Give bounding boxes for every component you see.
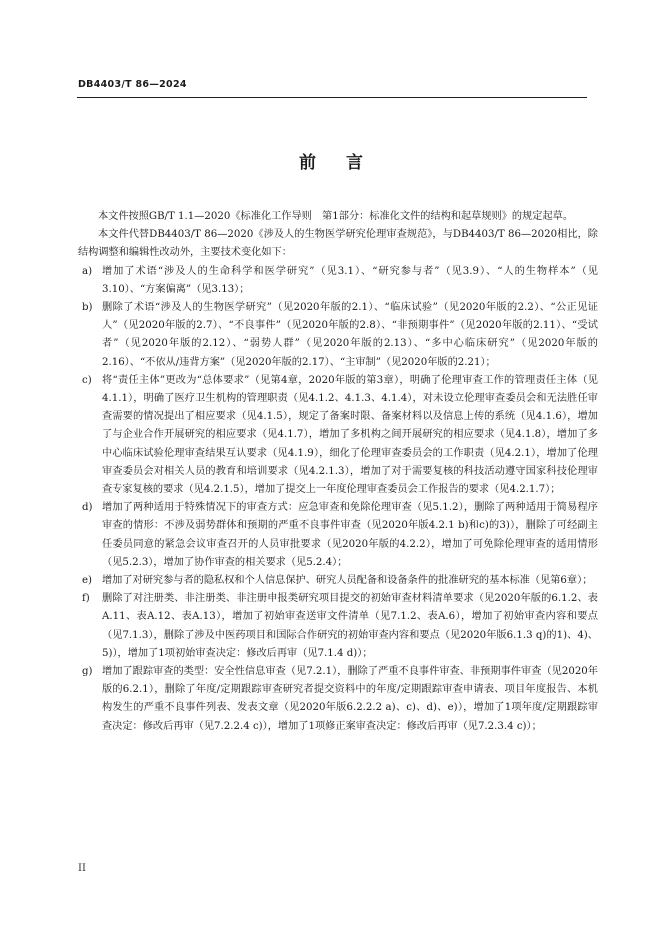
list-marker: c) (82, 374, 92, 386)
header-rule (77, 97, 587, 98)
list-marker: a) (82, 265, 93, 277)
list-marker: e) (82, 575, 93, 587)
change-item-a (78, 263, 598, 299)
list-item-text: 增加了两种适用于特殊情况下的审查方式：应急审查和免除伦理审查（见5.1.2），删除了两种适用于简易程序审查的情形：不涉及弱势群体和预期的严重不良事件审查（见2020年版4.2.1 b)和c)的3)），删除了可经副主任委员同意的紧急会议审查召开的人员审批要求（见2020年版的4.2.2），增加了可免除伦理审查的适用情形（见5.2.3），增加了协作审查的相关要求（见5.2.4）； (102, 502, 598, 568)
page-title: 前言 (299, 153, 393, 173)
change-item-e (78, 572, 598, 590)
page-number: II (78, 863, 86, 874)
list-marker: g) (82, 666, 93, 678)
list-marker: f) (82, 593, 90, 605)
change-item-f (78, 590, 598, 663)
list-marker: b) (82, 302, 93, 314)
document-code: DB4403/T 86—2024 (78, 79, 187, 90)
list-item-text: 删除了术语“涉及人的生物医学研究”（见2020年版的2.1）、“临床试验”（见2020年版的2.2）、“公正见证人”（见2020年版的2.7）、“不良事件”（见2020年版的2.8）、“非预期事件”（见2020年版的2.11）、“受试者”（见2020年版的2.12）、“弱势人群”（见2020年版的2.13）、“多中心临床研究”（见2020年版的2.16）、“不依从/违背方案”（见2020年版的2.17）、“主审制”（见2020年版的2.21）； (102, 302, 598, 368)
paragraph-drafting-rules: 本文件按照GB/T 1.1—2020《标准化工作导则 第1部分：标准化文件的结构和起草规则》的规定起草。 (98, 211, 574, 222)
list-item-text: 增加了术语“涉及人的生命科学和医学研究”（见3.1）、“研究参与者”（见3.9）、“人的生物样本”（见3.10）、“方案偏离”（见3.13）； (102, 265, 598, 295)
change-item-d (78, 499, 598, 572)
list-item-text: 增加了跟踪审查的类型：安全性信息审查（见7.2.1），删除了严重不良事件审查、非预期事件审查（见2020年版的6.2.1），删除了年度/定期跟踪审查研究者提交资料中的年度/定期跟踪审查申请表、项目年度报告、本机构发生的严重不良事件列表、发表文章（见2020年版6.2.2.2 a)、c)、d)、e)），增加了1项年度/定期跟踪审查决定：修改后再审（见7.2.2.4 c)），增加了1项修正案审查决定：修改后再审（见7.2.3.4 c)）； (102, 666, 598, 732)
change-item-c (78, 372, 598, 499)
list-item-text: 删除了对注册类、非注册类、非注册申报类研究项目提交的初始审查材料清单要求（见2020年版的6.1.2、表A.11、表A.12、表A.13），增加了初始审查送审文件清单（见7.1.2、表A.6），增加了初始审查内容和要点（见7.1.3），删除了涉及中医药项目和国际合作研究的初始审查内容和要点（见2020年版6.1.3 q)的1)、4)、5)），增加了1项初始审查决定：修改后再审（见7.1.4 d)）； (102, 593, 598, 659)
paragraph-replacement: 本文件代替DB4403/T 86—2020《涉及人的生物医学研究伦理审查规范》，与DB4403/T 86—2020相比，除结构调整和编辑性改动外，主要技术变化如下： (78, 229, 598, 259)
list-item-text: 将“责任主体”更改为“总体要求”（见第4章，2020年版的第3章），明确了伦理审查工作的管理责任主体（见4.1.1），明确了医疗卫生机构的管理职责（见4.1.2、4.1.3、4.1.4），对未设立伦理审查委员会和无法胜任审查需要的情况提出了相应要求（见4.1.5），规定了备案时限、备案材料以及信息上传的系统（见4.1.6），增加了与企业合作开展研究的相应要求（见4.1.7），增加了多机构之间开展研究的相应要求（见4.1.8），增加了多中心临床试验伦理审查结果互认要求（见4.1.9），细化了伦理审查委员会的工作职责（见4.2.1），增加了伦理审查委员会对相关人员的教育和培训要求（见4.2.1.3），增加了对于需要复核的科技活动遵守国家科技伦理审查专家复核的要求（见4.2.1.5），增加了提交上一年度伦理审查委员会工作报告的要求（见4.2.1.7）； (102, 374, 598, 496)
list-item-text: 增加了对研究参与者的隐私权和个人信息保护、研究人员配备和设备条件的批准研究的基本标准（见第6章）； (102, 575, 593, 587)
list-marker: d) (82, 502, 93, 514)
foreword-body (78, 208, 598, 736)
change-item-g (78, 663, 598, 736)
change-item-b (78, 299, 598, 372)
